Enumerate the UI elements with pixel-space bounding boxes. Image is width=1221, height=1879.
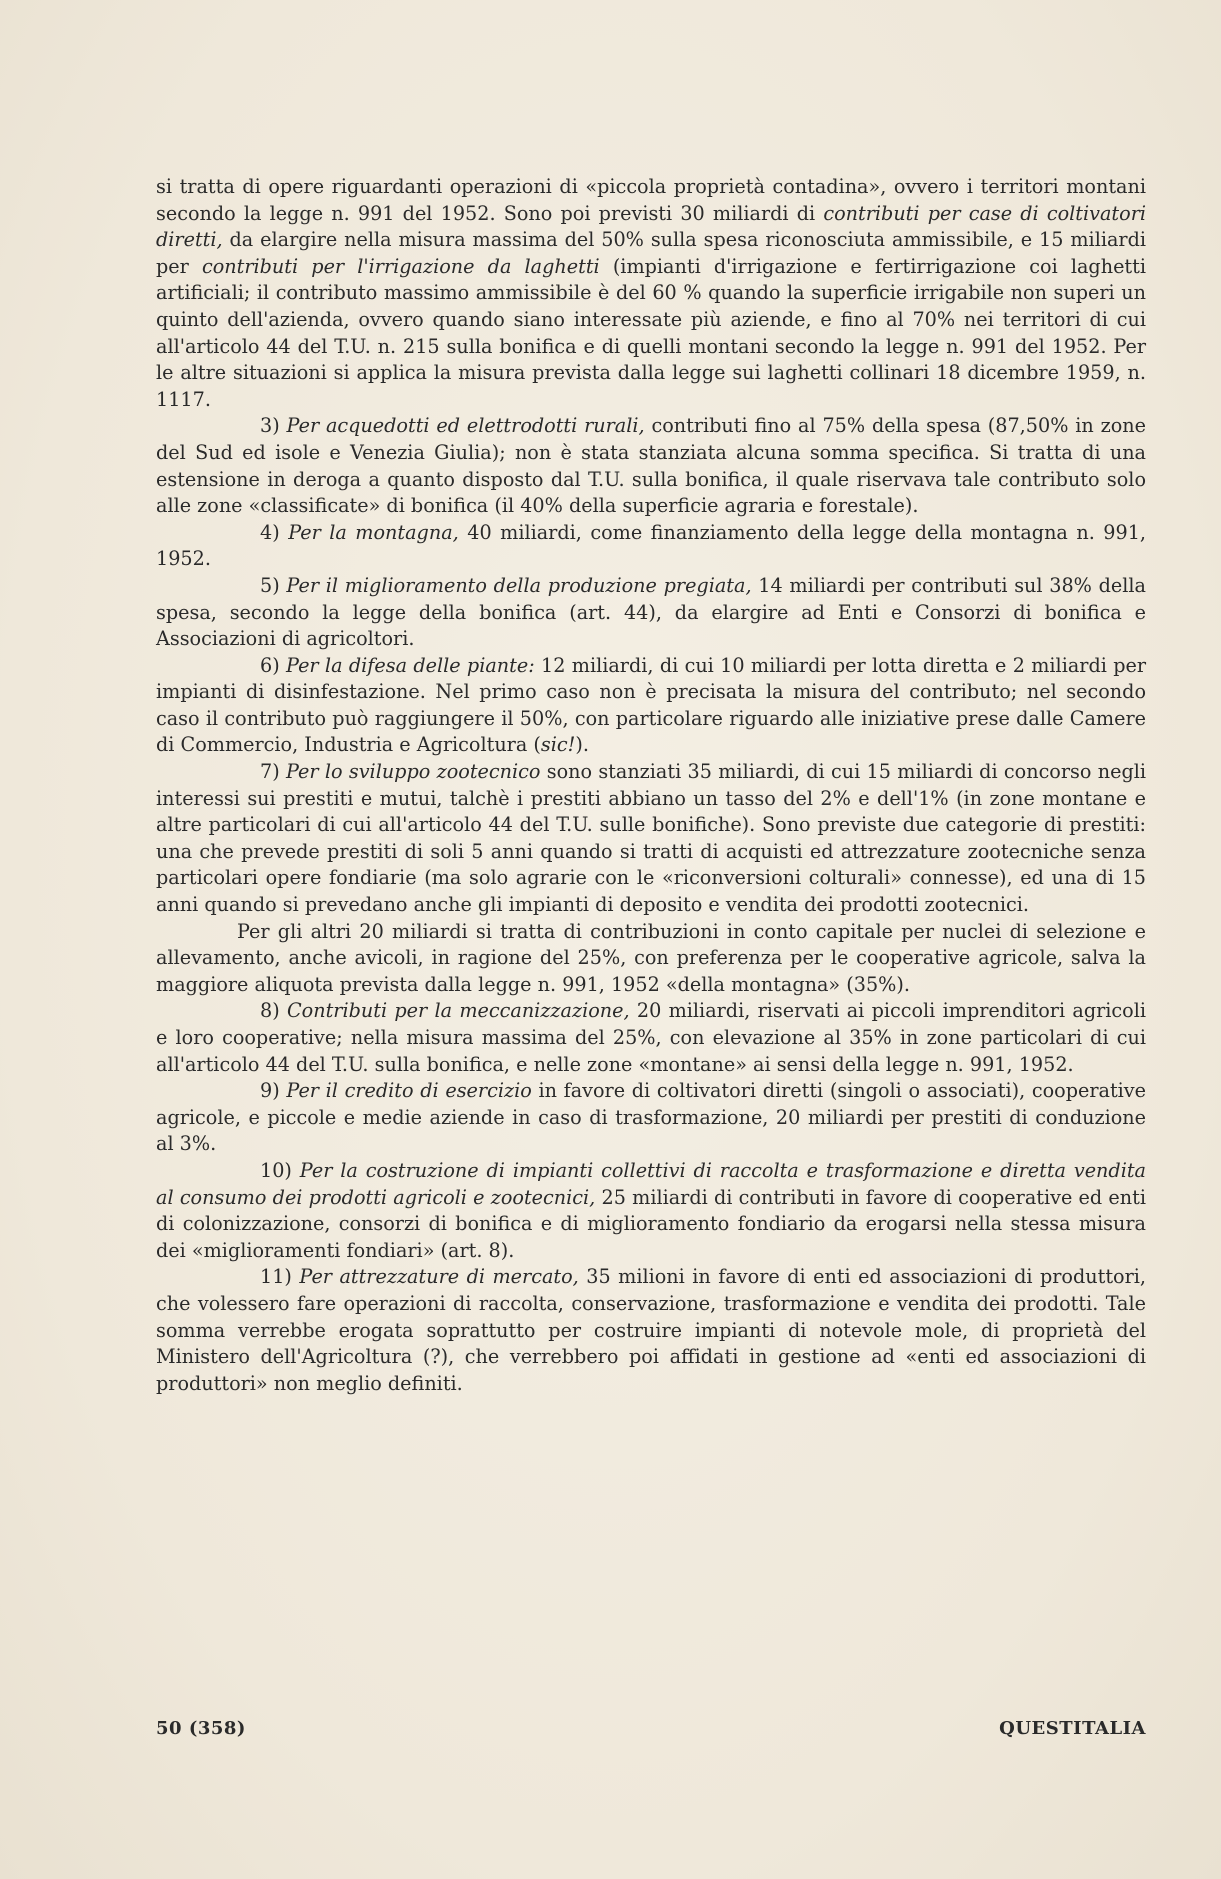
- item-number: 11): [260, 1265, 300, 1289]
- text-run: ).: [575, 733, 589, 757]
- italic-run: sic!: [540, 733, 576, 757]
- item-text: contributi fino al 75% della spesa (87,50% in zone del Sud ed isole e Venezia Giulia); non è stata stanziata alcuna somma specifica. Si tratta di una estensione in deroga a quanto disposto dal T.U. sulla bonifica, il quale riservava tale contributo solo alle zone «classificate» di bonifica (il 40% della superficie agraria e forestale).: [156, 414, 1146, 518]
- text-run: si tratta di opere riguardanti operazioni di «piccola proprietà contadina», ovvero i territori montani secondo la legge n. 991 del 1952. Sono poi previsti 30 miliardi di: [156, 175, 1146, 225]
- item-number: 6): [260, 653, 287, 677]
- item-number: 5): [260, 573, 287, 597]
- item-text: 25 miliardi di contributi in favore di cooperative ed enti di colonizzazione, consorzi di bonifica e di miglioramento fondiario da erogarsi nella stessa misura dei «miglioramenti fondiari» (art. 8).: [156, 1185, 1146, 1262]
- page-footer: [156, 1718, 1146, 1739]
- paragraph-item-9: [156, 1078, 1146, 1158]
- paragraph-item-5: [156, 573, 1146, 653]
- text-run: da elargire nella misura massima del 50% sulla spesa riconosciuta ammissibile, e 15 miliardi per: [156, 228, 1146, 278]
- paragraph-item-3: [156, 413, 1146, 519]
- paragraph-item-7-continued: [156, 919, 1146, 999]
- item-heading: Per la montagna,: [288, 520, 459, 544]
- item-number: 8): [260, 999, 287, 1023]
- paragraph-intro: [156, 174, 1146, 413]
- item-heading: Per la costruzione di impianti collettivi di raccolta e trasformazione e diretta vendita al consumo dei prodotti agricoli e zootecnici,: [156, 1158, 1146, 1209]
- text-run: (impianti d'irrigazione e fertirrigazione coi laghetti artificiali; il contributo massimo ammissibile è del 60 % quando la superficie irrigabile non superi un quinto dell'azienda, ovvero quando siano interessate più aziende, e fino al 70% nei territori di cui all'articolo 44 del T.U. n. 215 sulla bonifica e di quelli montani secondo la legge n. 991 del 1952. Per le altre situazioni si applica la misura prevista dalla legge sui laghetti collinari 18 dicembre 1959, n. 1117.: [156, 254, 1146, 411]
- journal-name: QUESTITALIA: [999, 1718, 1146, 1739]
- item-heading: Per lo sviluppo zootecnico: [286, 760, 541, 784]
- item-number: 9): [260, 1079, 287, 1103]
- item-text: 35 milioni in favore di enti ed associazioni di produttori, che volessero fare operazioni di raccolta, conservazione, trasformazione e vendita dei prodotti. Tale somma verrebbe erogata soprattutto per costruire impianti di notevole mole, di proprietà del Ministero dell'Agricoltura (?), che verrebbero poi affidati in gestione ad «enti ed associazioni di produttori» non meglio definiti.: [156, 1265, 1147, 1395]
- item-text: 12 miliardi, di cui 10 miliardi per lotta diretta e 2 miliardi per impianti di disinfestazione. Nel primo caso non è precisata la misura del contributo; nel secondo caso il contributo può raggiungere il 50%, con particolare riguardo alle iniziative prese dalle Camere di Commercio, Industria e Agricoltura (: [156, 653, 1147, 757]
- paragraph-item-10: [156, 1158, 1146, 1264]
- item-text: in favore di coltivatori diretti (singoli o associati), cooperative agricole, e piccole e medie aziende in caso di trasformazione, 20 miliardi per prestiti di conduzione al 3%.: [156, 1079, 1146, 1156]
- item-heading: Per acquedotti ed elettrodotti rurali,: [286, 414, 645, 438]
- item-heading: Contributi per la meccanizzazione,: [286, 999, 630, 1023]
- paragraph-item-4: [156, 520, 1146, 573]
- item-heading: Per la difesa delle piante:: [286, 653, 535, 677]
- item-text: 14 miliardi per contributi sul 38% della spesa, secondo la legge della bonifica (art. 44), da elargire ad Enti e Consorzi di bonifica e Associazioni di agricoltori.: [156, 573, 1146, 651]
- item-number: 3): [260, 414, 287, 438]
- paragraph-item-6: [156, 653, 1146, 759]
- paragraph-item-7: [156, 759, 1146, 919]
- italic-run: contributi per case di coltivatori diretti,: [156, 201, 1146, 252]
- item-text: sono stanziati 35 miliardi, di cui 15 miliardi di concorso negli interessi sui prestiti e mutui, talchè i prestiti abbiano un tasso del 2% e dell'1% (in zone montane e altre particolari di cui all'articolo 44 del T.U. sulle bonifiche). Sono previste due categorie di prestiti: una che prevede prestiti di soli 5 anni quando si tratti di acquisti ed attrezzature zootecniche senza particolari opere fondiarie (ma solo agrarie con le «riconversioni colturali» connesse), ed una di 15 anni quando si prevedano anche gli impianti di deposito e vendita dei prodotti zootecnici.: [156, 760, 1147, 917]
- item-text: 20 miliardi, riservati ai piccoli imprenditori agricoli e loro cooperative; nella misura massima del 25%, con elevazione al 35% in zone particolari di cui all'articolo 44 del T.U. sulla bonifica, e nelle zone «montane» ai sensi della legge n. 991, 1952.: [156, 999, 1146, 1076]
- item-heading: Per il miglioramento della produzione pregiata,: [286, 573, 752, 597]
- item-number: 7): [260, 760, 286, 784]
- item-text: Per gli altri 20 miliardi si tratta di contribuzioni in conto capitale per nuclei di selezione e allevamento, anche avicoli, in ragione del 25%, con preferenza per le cooperative agricole, salva la maggiore aliquota prevista dalla legge n. 991, 1952 «della montagna» (35%).: [156, 919, 1146, 996]
- page-number: 50 (358): [156, 1718, 246, 1739]
- item-text: 40 miliardi, come finanziamento della legge della montagna n. 991, 1952.: [156, 520, 1147, 571]
- item-heading: Per il credito di esercizio: [286, 1079, 532, 1103]
- paragraph-item-8: [156, 998, 1146, 1078]
- article-body: [156, 174, 1146, 1397]
- italic-run: contributi per l'irrigazione da laghetti: [201, 254, 600, 278]
- paragraph-item-11: [156, 1264, 1146, 1397]
- item-number: 10): [260, 1158, 300, 1182]
- item-heading: Per attrezzature di mercato,: [299, 1265, 579, 1289]
- item-number: 4): [260, 520, 289, 544]
